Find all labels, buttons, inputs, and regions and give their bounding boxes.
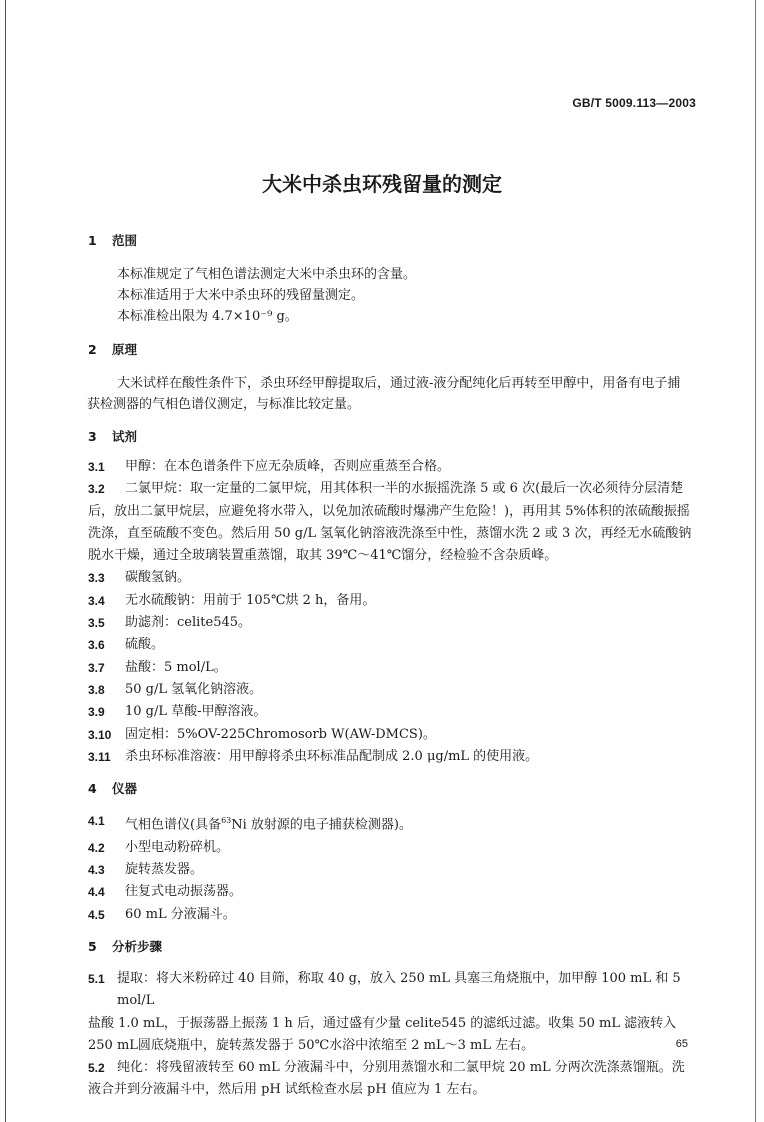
paragraph: 本标准适用于大米中杀虫环的残留量测定。 bbox=[117, 288, 365, 303]
list-item-continuation bbox=[88, 1035, 703, 1057]
section-number: 2 bbox=[88, 342, 97, 357]
item-text: 硫酸。 bbox=[125, 637, 165, 653]
isotope-superscript: 63 bbox=[221, 816, 232, 826]
section-title: 分析步骤 bbox=[112, 938, 163, 954]
list-item bbox=[88, 478, 703, 500]
item-number: 4.1 bbox=[88, 814, 105, 829]
item-text: 10 g/L 草酸-甲醇溶液。 bbox=[125, 704, 267, 720]
section-number: 3 bbox=[88, 429, 97, 444]
item-number: 4.2 bbox=[88, 840, 105, 855]
list-item bbox=[88, 837, 703, 859]
item-number: 5.2 bbox=[88, 1061, 105, 1076]
list-item bbox=[88, 657, 703, 679]
list-item bbox=[88, 724, 703, 746]
section-title: 试剂 bbox=[112, 429, 138, 444]
item-number: 3.7 bbox=[88, 660, 105, 675]
item-number: 3.1 bbox=[88, 460, 105, 474]
item-text: 纯化：将残留液转至 60 mL 分液漏斗中，分别用蒸馏水和二氯甲烷 20 mL 分两次洗涤蒸馏瓶。洗 bbox=[117, 1060, 685, 1076]
list-item bbox=[88, 1057, 703, 1079]
list-item bbox=[88, 612, 703, 634]
list-item bbox=[88, 701, 703, 723]
list-item bbox=[88, 567, 703, 589]
item-number: 4.5 bbox=[88, 907, 105, 922]
list-item-continuation bbox=[88, 545, 703, 567]
item-text: 洗涤，直至硫酸不变色。然后用 50 g/L 氢氧化钠溶液洗涤至中性，蒸馏水洗 2 或 3 次，再经无水硫酸钠 bbox=[88, 525, 692, 541]
list-item-continuation bbox=[88, 1013, 703, 1035]
item-number: 3.5 bbox=[88, 616, 105, 631]
item-number: 4.4 bbox=[88, 885, 105, 900]
item-text: 50 g/L 氢氧化钠溶液。 bbox=[125, 681, 263, 697]
list-item bbox=[88, 590, 703, 612]
section-heading-scope bbox=[88, 232, 703, 250]
item-text: 甲醇：在本色谱条件下应无杂质峰，否则应重蒸至合格。 bbox=[125, 459, 451, 474]
section-number: 4 bbox=[88, 781, 97, 797]
item-number: 3.4 bbox=[88, 593, 105, 608]
item-text: 盐酸：5 mol/L。 bbox=[125, 659, 227, 675]
item-number: 3.2 bbox=[88, 482, 105, 497]
section-title: 原理 bbox=[112, 342, 138, 357]
document-body bbox=[88, 232, 703, 1102]
list-item-continuation bbox=[88, 501, 703, 523]
item-number: 3.10 bbox=[88, 727, 112, 742]
paragraph: 本标准检出限为 4.7×10⁻⁹ g。 bbox=[117, 309, 298, 324]
item-text: 盐酸 1.0 mL，于振荡器上振荡 1 h 后，通过盛有少量 celite545 的滤纸过滤。收集 50 mL 滤液转入 bbox=[88, 1015, 677, 1031]
list-item bbox=[88, 634, 703, 656]
item-text: 脱水干燥，通过全玻璃装置重蒸馏，取其 39℃～41℃馏分，经检验不含杂质峰。 bbox=[88, 548, 558, 564]
item-text: 后，放出二氯甲烷层，应避免将水带入，以免加浓硫酸时爆沸产生危险！)，再用其 5%体积的浓硫酸振摇 bbox=[88, 503, 690, 519]
list-item bbox=[88, 968, 703, 1013]
section-heading-procedure bbox=[88, 938, 703, 956]
list-item bbox=[88, 904, 703, 926]
item-text: 助滤剂：celite545。 bbox=[125, 615, 252, 631]
paragraph-line: 获检测器的气相色谱仪测定，与标准比较定量。 bbox=[87, 397, 361, 412]
item-text: 二氯甲烷：取一定量的二氯甲烷，用其体积一半的水振摇洗涤 5 或 6 次(最后一次必须待分层清楚 bbox=[125, 481, 684, 497]
list-item bbox=[88, 679, 703, 701]
item-text: 杀虫环标准溶液：用甲醇将杀虫环标准品配制成 2.0 μg/mL 的使用液。 bbox=[125, 748, 539, 764]
section-title: 仪器 bbox=[112, 781, 138, 797]
list-item bbox=[88, 456, 703, 478]
item-text: 往复式电动振荡器。 bbox=[125, 884, 243, 900]
list-item bbox=[88, 810, 703, 837]
item-number: 3.3 bbox=[88, 571, 105, 586]
page-number: 65 bbox=[675, 1038, 688, 1050]
item-number: 3.11 bbox=[88, 749, 111, 764]
list-item bbox=[88, 859, 703, 881]
item-text: 提取：将大米粉碎过 40 目筛，称取 40 g，放入 250 mL 具塞三角烧瓶中，加甲醇 100 mL 和 5 mol/L bbox=[117, 970, 681, 1009]
section-heading-principle bbox=[88, 341, 703, 359]
section-title: 范围 bbox=[112, 233, 138, 248]
list-item bbox=[88, 881, 703, 903]
item-number: 4.3 bbox=[88, 863, 105, 878]
section-heading-reagents bbox=[88, 428, 703, 446]
item-text: 小型电动粉碎机。 bbox=[125, 839, 230, 855]
page-title: 大米中杀虫环残留量的测定 bbox=[262, 172, 502, 196]
item-text: 碳酸氢钠。 bbox=[125, 570, 191, 586]
item-text: 固定相：5%OV-225Chromosorb W(AW-DMCS)。 bbox=[125, 726, 436, 742]
item-text: 60 mL 分液漏斗。 bbox=[125, 906, 236, 922]
item-number: 3.9 bbox=[88, 705, 105, 720]
item-number: 5.1 bbox=[88, 971, 105, 986]
section-number: 1 bbox=[88, 233, 97, 248]
item-text: 无水硫酸钠：用前于 105℃烘 2 h，备用。 bbox=[125, 592, 376, 608]
item-text: 旋转蒸发器。 bbox=[125, 862, 204, 878]
paragraph: 本标准规定了气相色谱法测定大米中杀虫环的含量。 bbox=[117, 267, 417, 282]
list-item-continuation bbox=[88, 1079, 703, 1101]
item-number: 3.6 bbox=[88, 638, 105, 653]
section-heading-apparatus bbox=[88, 780, 703, 798]
list-item-continuation bbox=[88, 523, 703, 545]
list-item bbox=[88, 746, 703, 768]
standard-code: GB/T 5009.113—2003 bbox=[572, 96, 696, 110]
paragraph-line: 大米试样在酸性条件下，杀虫环经甲醇提取后，通过液-液分配纯化后再转至甲醇中，用备有电子捕 bbox=[117, 376, 681, 391]
item-text: 250 mL圆底烧瓶中，旋转蒸发器于 50℃水浴中浓缩至 2 mL～3 mL 左右。 bbox=[88, 1037, 535, 1053]
item-text: 气相色谱仪(具备$^{63}$Ni 放射源的电子捕获检测器)。 bbox=[125, 816, 413, 833]
item-number: 3.8 bbox=[88, 682, 105, 697]
section-number: 5 bbox=[88, 938, 97, 954]
item-text: 液合并到分液漏斗中，然后用 pH 试纸检查水层 pH 值应为 1 左右。 bbox=[88, 1082, 486, 1098]
